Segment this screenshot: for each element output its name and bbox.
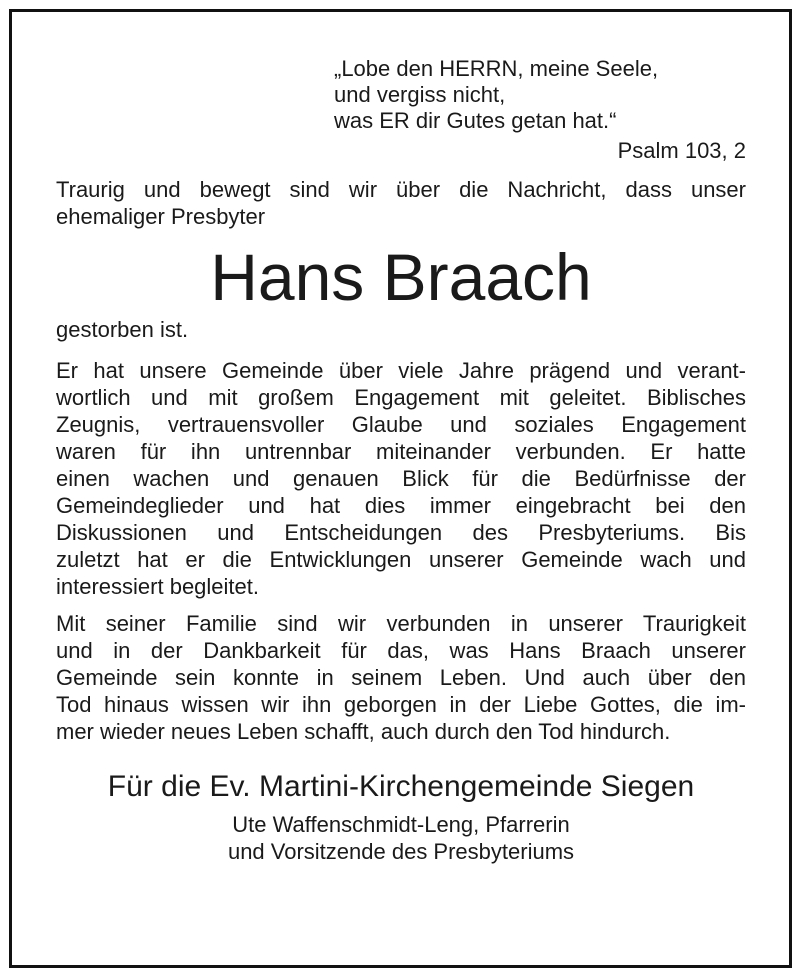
paragraph-line: zuletzt hat er die Entwicklungen unserer Gemeinde wach und <box>56 547 746 572</box>
signature-block <box>56 811 746 865</box>
paragraph-line: Mit seiner Familie sind wir verbunden in unserer Traurigkeit <box>56 611 746 636</box>
signature-line: Ute Waffenschmidt-Leng, Pfarrerin <box>232 812 570 837</box>
paragraph-line: Gemeinde sein konnte in seinem Leben. Und auch über den <box>56 665 746 690</box>
quote-source: Psalm 103, 2 <box>617 138 746 163</box>
intro-text <box>56 176 746 230</box>
intro-line: Traurig und bewegt sind wir über die Nachricht, dass unser <box>56 177 746 202</box>
paragraph-line: Diskussionen und Entscheidungen des Presbyteriums. Bis <box>56 520 746 545</box>
paragraph-line: Tod hinaus wissen wir ihn geborgen in der Liebe Gottes, die im- <box>56 692 746 717</box>
paragraph-line: interessiert begleitet. <box>56 574 259 599</box>
quote-line: und vergiss nicht, <box>334 82 506 107</box>
paragraph-line: einen wachen und genauen Blick für die Bedürfnisse der <box>56 466 746 491</box>
quote-line: was ER dir Gutes getan hat.“ <box>334 108 617 133</box>
paragraph-line: waren für ihn untrennbar miteinander verbunden. Er hatte <box>56 439 746 464</box>
paragraph-line: wortlich und mit großem Engagement mit geleitet. Biblisches <box>56 385 746 410</box>
paragraph-line: und in der Dankbarkeit für das, was Hans Braach unserer <box>56 638 746 663</box>
died-text: gestorben ist. <box>56 317 189 342</box>
paragraph-line: Gemeindeglieder und hat dies immer eingebracht bei den <box>56 493 746 518</box>
signature-organization: Für die Ev. Martini-Kirchengemeinde Siegen <box>107 770 695 803</box>
deceased-name: Hans Braach <box>210 240 592 314</box>
paragraph-line: mer wieder neues Leben schafft, auch durch den Tod hindurch. <box>56 719 671 744</box>
paragraph-tribute <box>56 357 746 600</box>
paragraph-line: Er hat unsere Gemeinde über viele Jahre prägend und verant- <box>56 358 746 383</box>
paragraph-line: Zeugnis, vertrauensvoller Glaube und soziales Engagement <box>56 412 746 437</box>
quote-line: „Lobe den HERRN, meine Seele, <box>334 56 659 81</box>
bible-quote <box>334 56 746 134</box>
intro-line: ehemaliger Presbyter <box>56 204 266 229</box>
signature-line: und Vorsitzende des Presbyteriums <box>227 839 575 864</box>
obituary-frame <box>9 9 792 968</box>
obituary-content <box>56 56 746 865</box>
paragraph-condolence <box>56 610 746 745</box>
